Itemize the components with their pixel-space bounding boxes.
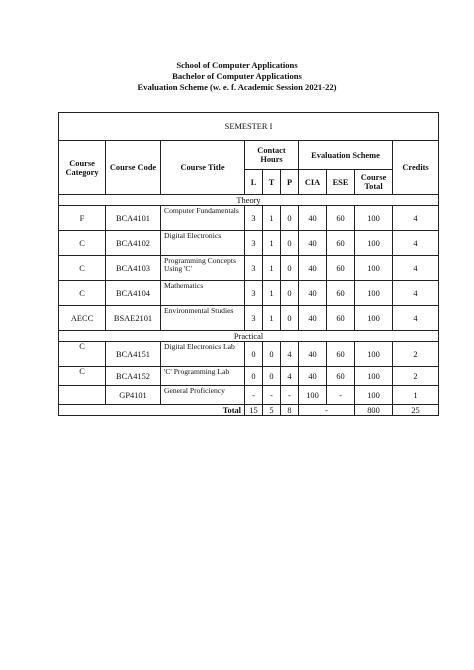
cell-p: 0 [281,206,299,231]
header-cia: CIA [299,170,327,195]
cell-title: General Proficiency [161,386,245,405]
cell-ese: 60 [327,206,355,231]
cell-ese: - [327,386,355,405]
cell-credits: 4 [393,231,439,256]
cell-cia: 40 [299,367,327,386]
cell-l: 3 [245,306,263,331]
semester-label: SEMESTER I [59,113,439,141]
cell-total: 100 [355,281,393,306]
total-label: Total [59,405,245,416]
header-course-total: Course Total [355,170,393,195]
cell-ese: 60 [327,367,355,386]
cell-p: 4 [281,342,299,367]
cell-total: 100 [355,206,393,231]
cell-title: Digital Electronics [161,231,245,256]
total-row [59,405,439,416]
table-row [59,386,439,405]
total-course-total: 800 [355,405,393,416]
cell-t: 1 [263,281,281,306]
cell-p: 4 [281,367,299,386]
cell-cia: 40 [299,256,327,281]
cell-category: F [59,206,106,231]
cell-ese: 60 [327,231,355,256]
cell-category: C [59,256,106,281]
total-p: 8 [281,405,299,416]
total-credits: 25 [393,405,439,416]
cell-t: 1 [263,256,281,281]
cell-total: 100 [355,367,393,386]
table-row [59,231,439,256]
scheme-title: Evaluation Scheme (w. e. f. Academic Session 2021-22) [137,82,337,92]
cell-l: 3 [245,231,263,256]
cell-credits: 2 [393,342,439,367]
cell-code: GP4101 [106,386,161,405]
cell-cia: 40 [299,342,327,367]
cell-l: 0 [245,367,263,386]
cell-title: Environmental Studies [161,306,245,331]
cell-total: 100 [355,256,393,281]
program-name: Bachelor of Computer Applications [172,71,302,81]
cell-l: - [245,386,263,405]
total-t: 5 [263,405,281,416]
cell-credits: 4 [393,281,439,306]
table-row [59,306,439,331]
header-course-title: Course Title [161,141,245,195]
cell-t: 1 [263,231,281,256]
cell-title: Programming Concepts Using 'C' [161,256,245,281]
section-row-practical [59,331,439,342]
cell-category: C [59,281,106,306]
cell-total: 100 [355,306,393,331]
cell-category [59,386,106,405]
school-name: School of Computer Applications [176,60,298,70]
cell-cia: 40 [299,206,327,231]
cell-credits: 1 [393,386,439,405]
table-row [59,367,439,386]
header-p: P [281,170,299,195]
header-ese: ESE [327,170,355,195]
cell-category: C [59,367,106,386]
cell-total: 100 [355,231,393,256]
cell-credits: 4 [393,206,439,231]
cell-l: 3 [245,256,263,281]
header-course-category: Course Category [59,141,106,195]
header-course-code: Course Code [106,141,161,195]
cell-credits: 4 [393,306,439,331]
cell-title: Computer Fundamentals [161,206,245,231]
cell-cia: 100 [299,386,327,405]
header-credits: Credits [393,141,439,195]
semester-row [59,113,439,141]
cell-p: - [281,386,299,405]
cell-l: 3 [245,281,263,306]
cell-code: BSAE2101 [106,306,161,331]
header-l: L [245,170,263,195]
cell-category: C [59,231,106,256]
cell-credits: 2 [393,367,439,386]
cell-p: 0 [281,281,299,306]
cell-code: BCA4152 [106,367,161,386]
table-row [59,342,439,367]
total-eval: - [299,405,355,416]
cell-p: 0 [281,256,299,281]
header-t: T [263,170,281,195]
cell-code: BCA4104 [106,281,161,306]
cell-ese: 60 [327,306,355,331]
cell-t: 0 [263,367,281,386]
cell-total: 100 [355,342,393,367]
cell-total: 100 [355,386,393,405]
table-row [59,281,439,306]
cell-t: 1 [263,206,281,231]
cell-p: 0 [281,306,299,331]
section-row-theory [59,195,439,206]
cell-t: - [263,386,281,405]
section-label-practical: Practical [59,331,439,342]
table-row [59,256,439,281]
header-row-1 [59,141,439,170]
cell-ese: 60 [327,281,355,306]
document-header [0,60,474,93]
cell-category: C [59,342,106,367]
cell-t: 0 [263,342,281,367]
cell-title: Mathematics [161,281,245,306]
cell-l: 3 [245,206,263,231]
cell-cia: 40 [299,281,327,306]
evaluation-scheme-table [58,112,439,416]
cell-cia: 40 [299,231,327,256]
cell-cia: 40 [299,306,327,331]
cell-p: 0 [281,231,299,256]
cell-code: BCA4102 [106,231,161,256]
header-contact-hours: Contact Hours [245,141,299,170]
cell-code: BCA4101 [106,206,161,231]
cell-category: AECC [59,306,106,331]
cell-credits: 4 [393,256,439,281]
section-label-theory: Theory [59,195,439,206]
header-evaluation-scheme: Evaluation Scheme [299,141,393,170]
cell-l: 0 [245,342,263,367]
cell-code: BCA4103 [106,256,161,281]
cell-ese: 60 [327,342,355,367]
cell-code: BCA4151 [106,342,161,367]
cell-title: Digital Electronics Lab [161,342,245,367]
cell-ese: 60 [327,256,355,281]
total-l: 15 [245,405,263,416]
cell-t: 1 [263,306,281,331]
cell-title: 'C' Programming Lab [161,367,245,386]
table-row [59,206,439,231]
